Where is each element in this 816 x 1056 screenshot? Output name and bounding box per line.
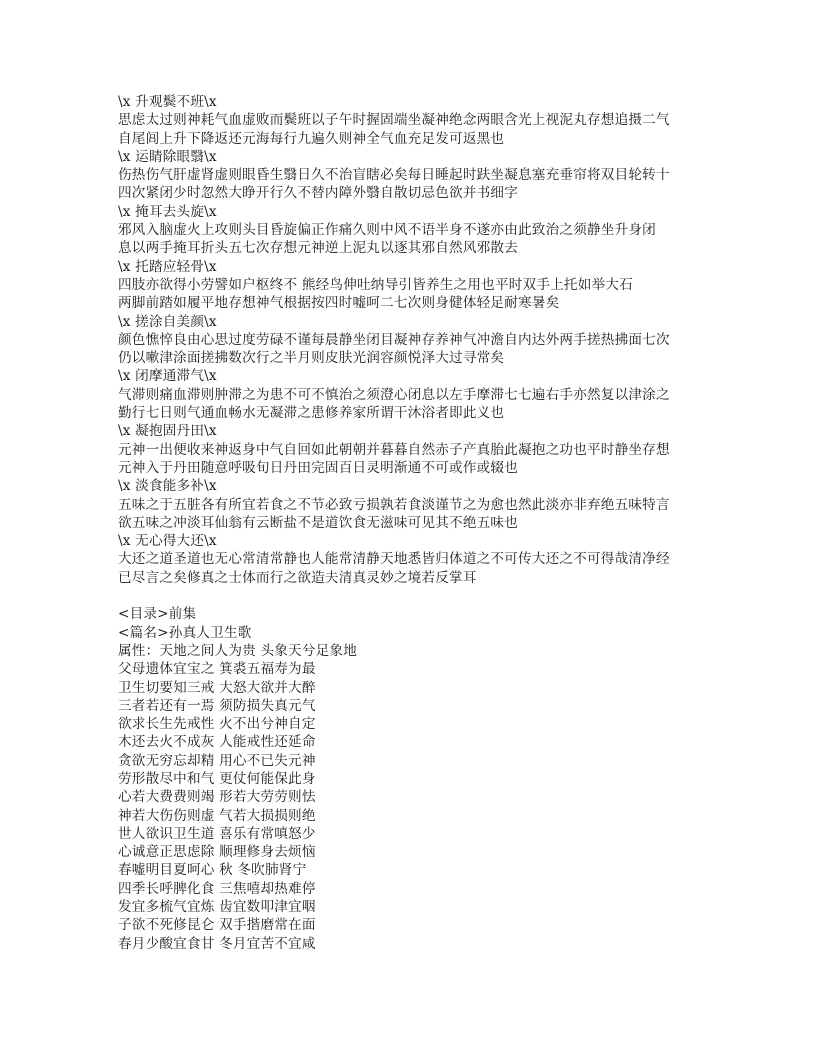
poem-line: 属性：天地之间人为贵 头象天兮足象地 (118, 642, 358, 659)
section-7 (118, 422, 698, 477)
poem-line: 欲求长生先戒性 火不出兮神自定 (118, 716, 316, 733)
section-heading: \x 闭摩通滞气\x (118, 368, 217, 385)
section-text-line: 元神入于丹田随意呼吸旬日丹田完固百日灵明渐通不可或作或辍也 (118, 459, 519, 476)
section-text-line: 元神一出便收来神返身中气自回如此朝朝并暮暮自然赤子产真胎此凝抱之功也平时静坐存想 (118, 441, 670, 458)
section-heading: \x 无心得大还\x (118, 533, 217, 550)
poem-line: 父母遗体宜宝之 箕裘五福寿为最 (118, 661, 316, 678)
section-text-line: 四次紧闭少时忽然大睁开行久不替内障外翳自散切忌色欲并书细字 (118, 185, 519, 202)
section-heading: \x 搓涂自美颜\x (118, 313, 217, 330)
document-page (118, 93, 698, 953)
section-8 (118, 477, 698, 532)
section-text-line: 勤行七日则气通血畅水无凝滞之患修养家所谓干沐浴者即此义也 (118, 405, 505, 422)
poem-line: 三者若还有一焉 须防损失真元气 (118, 697, 316, 714)
poem-block (118, 605, 698, 953)
section-heading: \x 升观鬓不班\x (118, 94, 217, 110)
poem-line: 卫生切要知三戒 大怒大欲并大醉 (118, 679, 316, 696)
poem-line: 世人欲识卫生道 喜乐有常嗔怒少 (118, 825, 316, 842)
section-text-line: 伤热伤气肝虚肾虚则眼昏生翳日久不治盲瞎必矣每日睡起时趺坐凝息塞充垂帘将双目轮转十 (118, 167, 670, 184)
section-1 (118, 93, 698, 148)
poem-line: 春月少酸宜食甘 冬月宜苦不宜咸 (118, 935, 316, 952)
section-text-line: 颜色憔悴良由心思过度劳碌不谨每晨静坐闭目凝神存养神气冲澹自内达外两手搓热拂面七次 (118, 331, 670, 348)
section-text-line: 仍以嗽津涂面搓拂数次行之半月则皮肤光润容颜悦泽大过寻常矣 (118, 350, 505, 367)
section-2 (118, 148, 698, 203)
section-text-line: 自尾闾上升下降返还元海每行九遍久则神全气血充足发可返黑也 (118, 130, 505, 147)
section-heading: \x 凝抱固丹田\x (118, 423, 217, 440)
section-text-line: 思虑太过则神耗气血虚败而鬓班以子午时握固端坐凝神绝念两眼含光上视泥丸存想追摄二气 (118, 112, 670, 129)
poem-line: 劳形散尽中和气 更仗何能保此身 (118, 770, 316, 787)
poem-line: 木还去火不成灰 人能戒性还延命 (118, 734, 316, 751)
section-9 (118, 532, 698, 587)
section-3 (118, 203, 698, 258)
section-4 (118, 258, 698, 313)
section-6 (118, 367, 698, 422)
section-5 (118, 313, 698, 368)
poem-line: 心若大费费则竭 形若大劳劳则怯 (118, 789, 316, 806)
section-text-line: 息以两手掩耳折头五七次存想元神逆上泥丸以逐其邪自然风邪散去 (118, 240, 519, 257)
paragraph-gap (118, 587, 698, 605)
section-text-line: 气滞则痛血滞则肿滞之为患不可不慎治之须澄心闭息以左手摩滞七七遍右手亦然复以津涂之 (118, 386, 670, 403)
poem-line: 心诚意正思虑除 顺理修身去烦恼 (118, 844, 316, 861)
poem-line: 贪欲无穷忘却精 用心不已失元神 (118, 752, 316, 769)
poem-line: 子欲不死修昆仑 双手揩磨常在面 (118, 917, 316, 934)
poem-line: 发宜多梳气宜炼 齿宜数叩津宜咽 (118, 899, 316, 916)
section-heading: \x 托踏应轻骨\x (118, 258, 217, 275)
section-text-line: 四肢亦欲得小劳譬如户枢终不 熊经鸟伸吐纳导引皆养生之用也平时双手上托如举大石 (118, 276, 633, 293)
poem-line: 神若大伤伤则虚 气若大损损则绝 (118, 807, 316, 824)
section-text-line: 邪风入脑虚火上攻则头目昏旋偏正作痛久则中风不语半身不遂亦由此致治之须静坐升身闭 (118, 222, 656, 239)
section-heading: \x 掩耳去头旋\x (118, 203, 217, 220)
poem-title: <篇名>孙真人卫生歌 (118, 624, 252, 641)
section-text-line: 欲五味之冲淡耳仙翁有云断盐不是道饮食无滋味可见其不绝五味也 (118, 514, 519, 531)
section-text-line: 五味之于五脏各有所宜若食之不节必致亏损孰若食淡谨节之为愈也然此淡亦非弃绝五味特言 (118, 496, 670, 513)
section-heading: \x 淡食能多补\x (118, 478, 217, 495)
section-text-line: 大还之道圣道也无心常清常静也人能常清静天地悉皆归体道之不可传大还之不可得哉清净经 (118, 551, 670, 568)
poem-line: 四季长呼脾化食 三焦嘻却热难停 (118, 880, 316, 897)
section-text-line: 已尽言之矣修真之士体而行之欲造夫清真灵妙之境若反掌耳 (118, 569, 477, 586)
section-text-line: 两脚前踏如履平地存想神气根据按四时嘘呵二七次则身健体轻足耐寒暑矣 (118, 295, 560, 312)
poem-line: 春嘘明目夏呵心 秋 冬吹肺肾宁 (118, 862, 307, 879)
catalog-label: <目录>前集 (118, 606, 197, 623)
section-heading: \x 运睛除眼翳\x (118, 148, 217, 165)
